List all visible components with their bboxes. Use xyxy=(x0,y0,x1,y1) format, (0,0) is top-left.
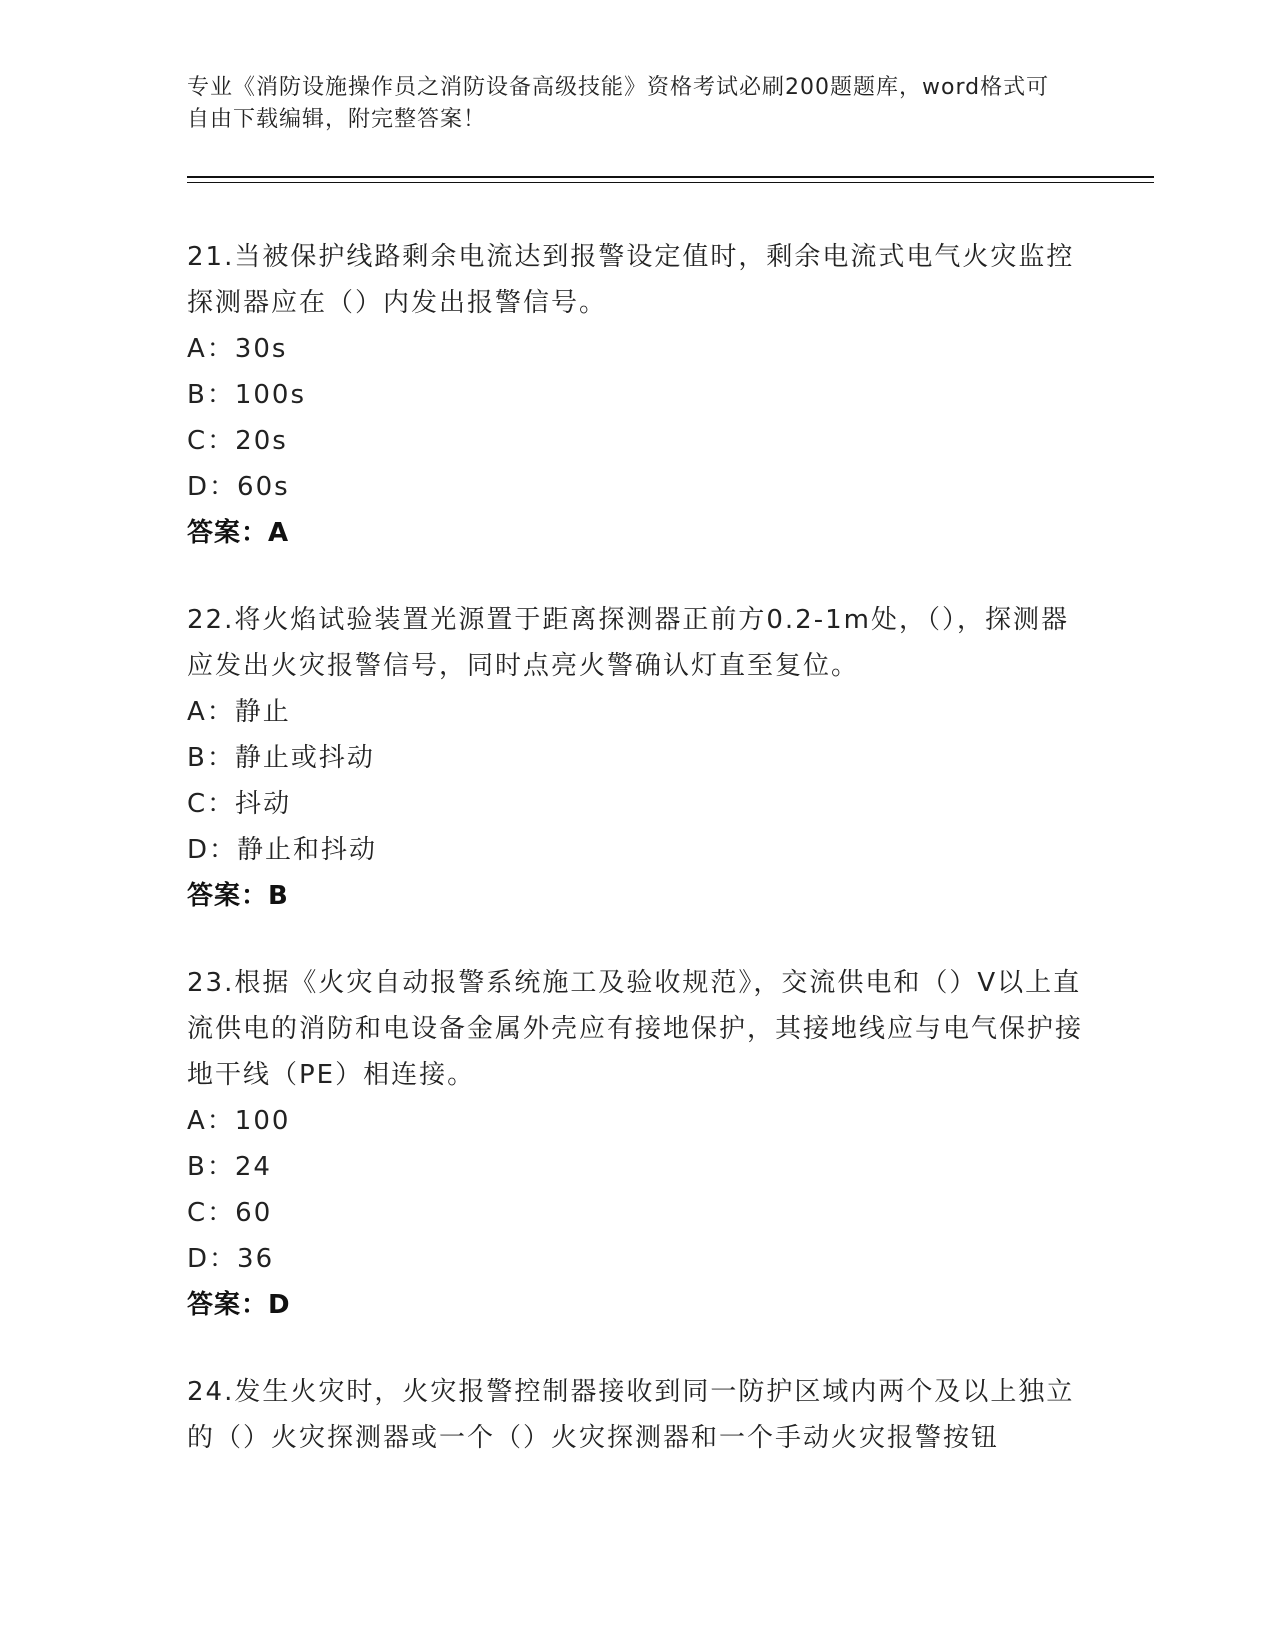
header-divider-thick xyxy=(187,176,1154,178)
document-header: 专业《消防设施操作员之消防设备高级技能》资格考试必刷200题题库，word格式可自由下载编辑，附完整答案！ xyxy=(187,75,1050,132)
option-c: C：抖动 xyxy=(187,789,292,819)
question-stem: 21.当被保护线路剩余电流达到报警设定值时，剩余电流式电气火灾监控探测器应在（）内发出报警信号。 xyxy=(187,242,1075,318)
option-b: B：100s xyxy=(187,380,307,410)
option-d: D：60s xyxy=(187,472,290,502)
question-23 xyxy=(187,960,1087,1328)
option-a: A：100 xyxy=(187,1106,291,1136)
option-a: A：30s xyxy=(187,334,288,364)
question-24 xyxy=(187,1369,1087,1461)
option-a: A：静止 xyxy=(187,697,291,727)
option-b: B：24 xyxy=(187,1152,272,1182)
answer-line: 答案：A xyxy=(187,518,290,548)
option-b: B：静止或抖动 xyxy=(187,743,375,773)
option-c: C：60 xyxy=(187,1198,273,1228)
question-21 xyxy=(187,234,1087,556)
question-stem: 24.发生火灾时，火灾报警控制器接收到同一防护区域内两个及以上独立的（）火灾探测器或一个（）火灾探测器和一个手动火灾报警按钮 xyxy=(187,1377,1075,1453)
question-stem: 22.将火焰试验装置光源置于距离探测器正前方0.2-1m处，（），探测器应发出火灾报警信号，同时点亮火警确认灯直至复位。 xyxy=(187,605,1069,681)
option-d: D：静止和抖动 xyxy=(187,835,378,865)
option-c: C：20s xyxy=(187,426,288,456)
question-22 xyxy=(187,597,1087,919)
header-divider-thin xyxy=(187,182,1154,183)
question-stem: 23.根据《火灾自动报警系统施工及验收规范》，交流供电和（）V以上直流供电的消防和电设备金属外壳应有接地保护，其接地线应与电气保护接地干线（PE）相连接。 xyxy=(187,968,1084,1090)
option-d: D：36 xyxy=(187,1244,275,1274)
answer-line: 答案：D xyxy=(187,1290,291,1320)
answer-line: 答案：B xyxy=(187,881,289,911)
